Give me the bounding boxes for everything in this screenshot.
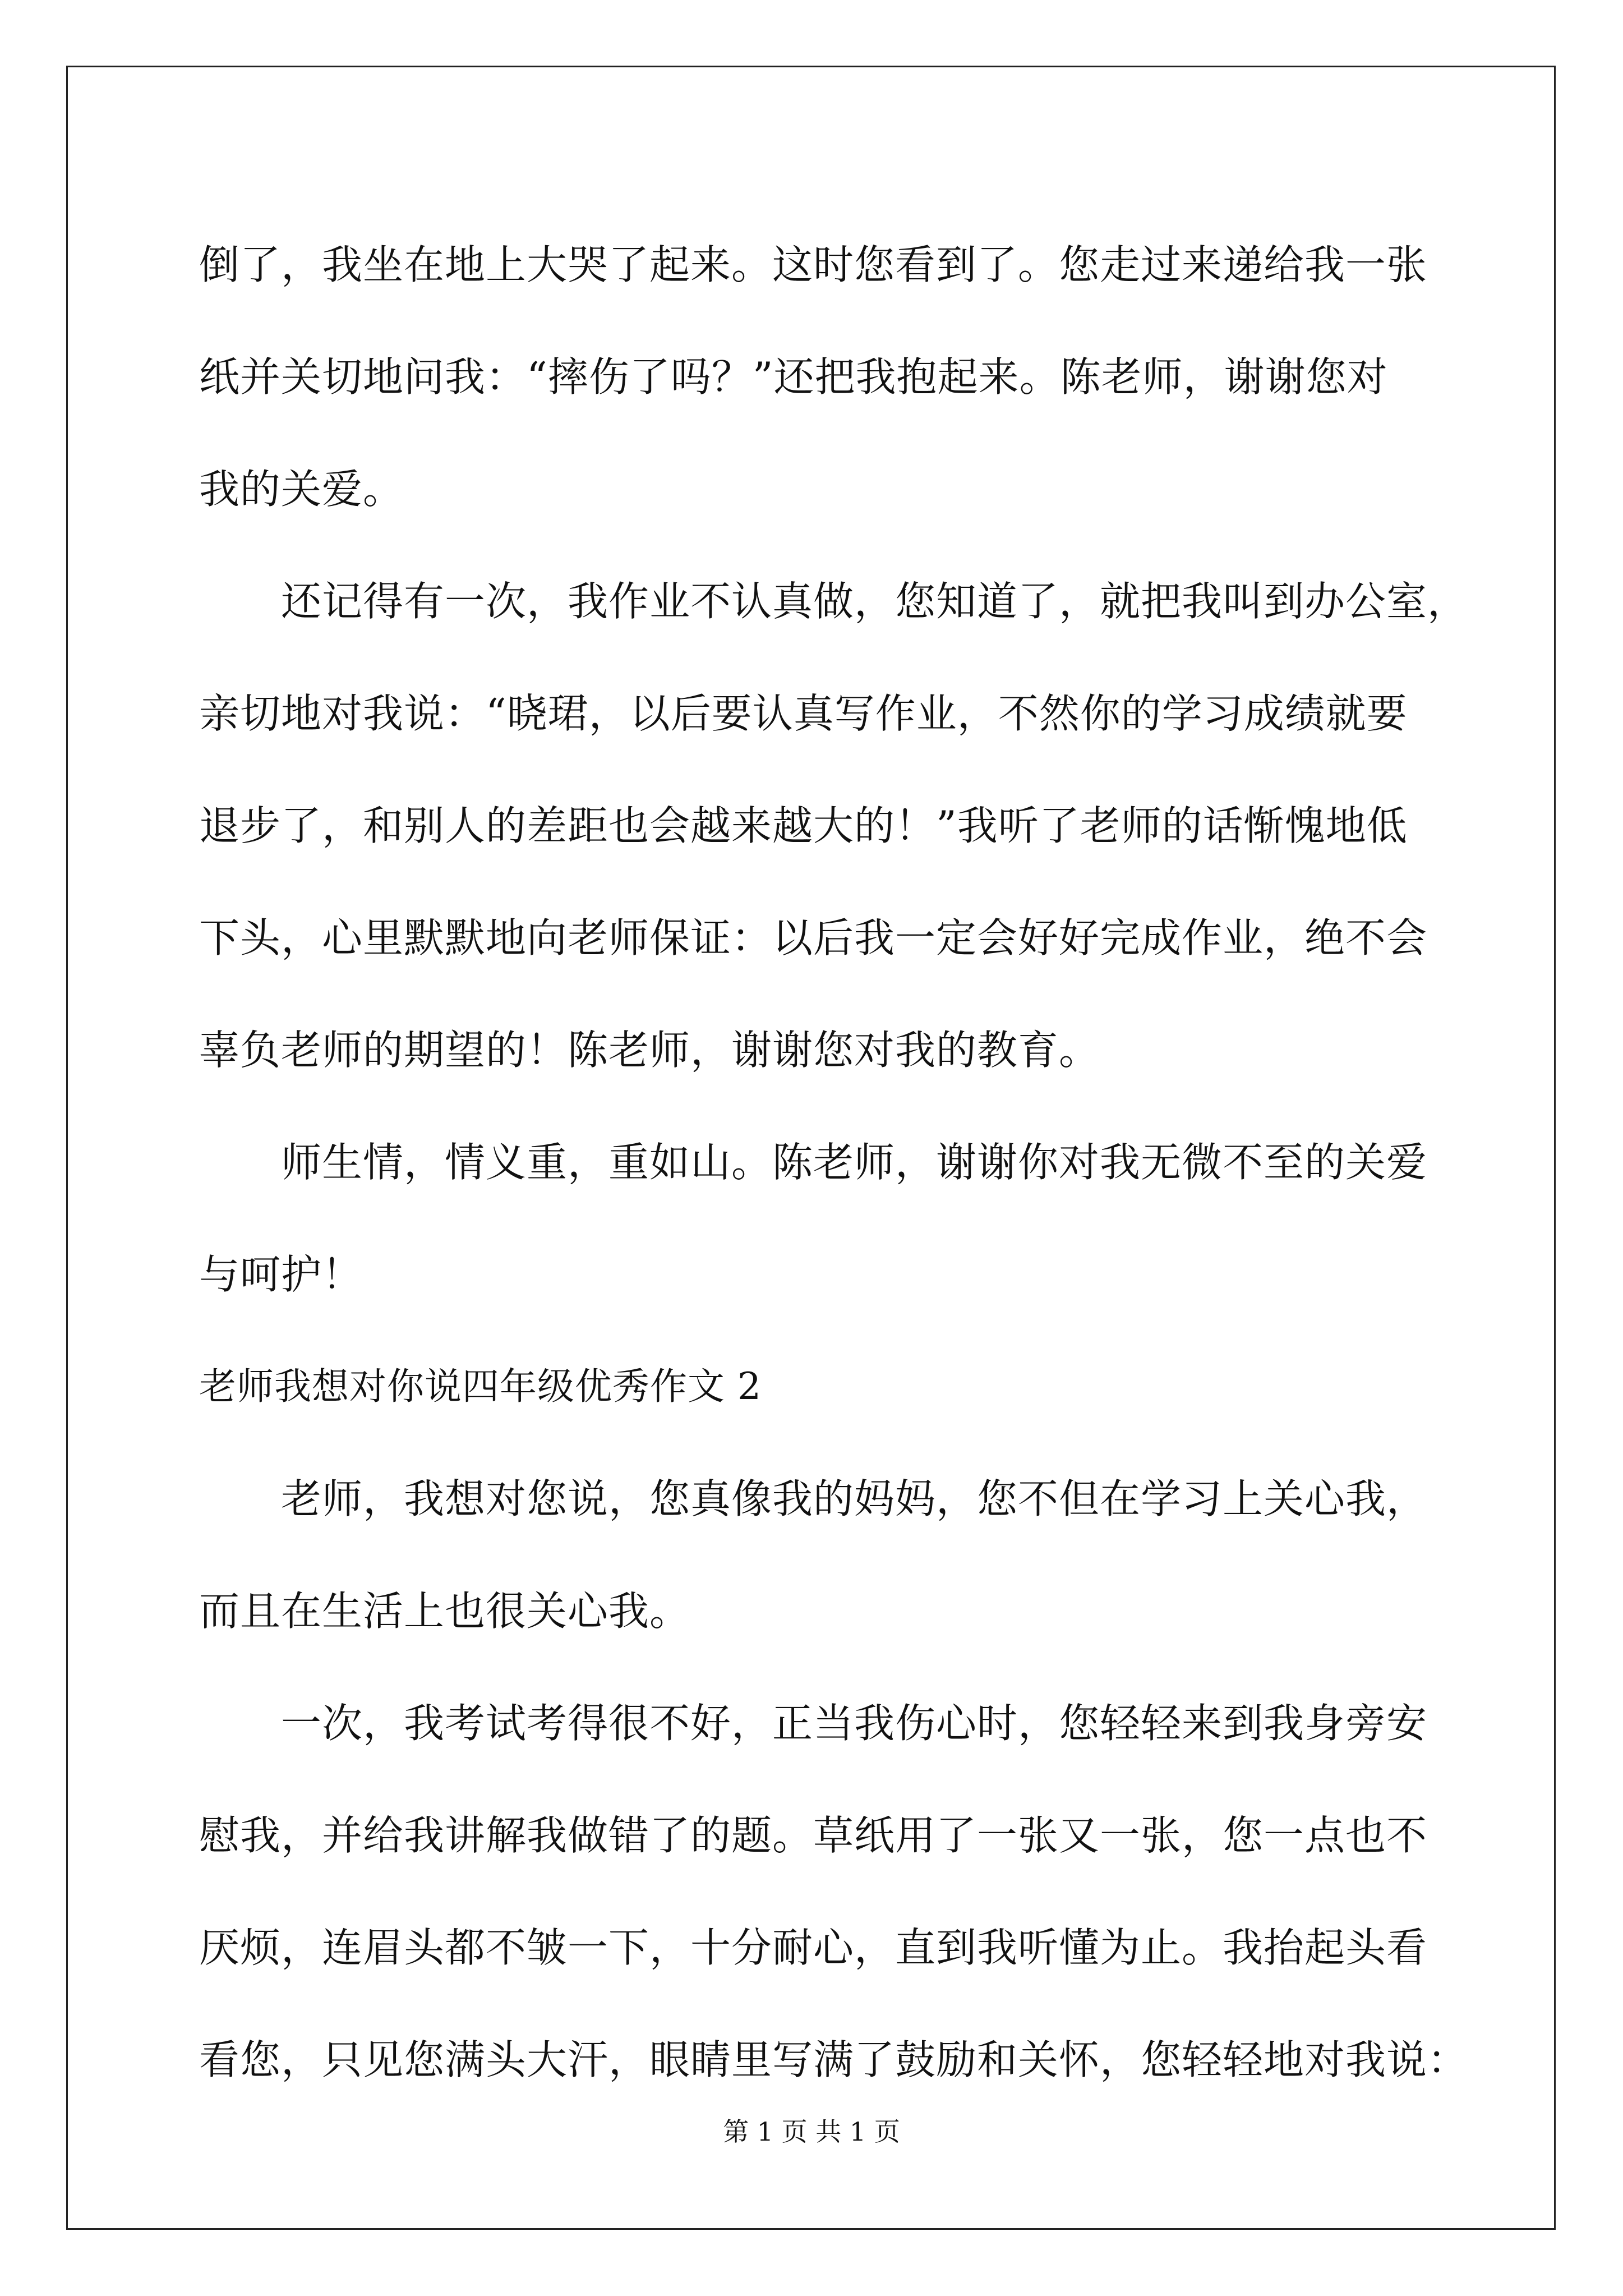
body-line: 厌烦，连眉头都不皱一下，十分耐心，直到我听懂为止。我抬起头看 xyxy=(199,1924,1428,1971)
section-heading: 老师我想对你说四年级优秀作文 2 xyxy=(199,1365,762,1408)
paragraph-start-line: 师生情，情义重，重如山。陈老师，谢谢你对我无微不至的关爱 xyxy=(281,1139,1428,1186)
body-line: 与呵护！ xyxy=(199,1251,363,1298)
body-line: 亲切地对我说：“晓珺，以后要认真写作业，不然你的学习成绩就要 xyxy=(199,690,1408,737)
body-line: 慰我，并给我讲解我做错了的题。草纸用了一张又一张，您一点也不 xyxy=(199,1812,1428,1859)
body-line: 退步了，和别人的差距也会越来越大的！”我听了老师的话惭愧地低 xyxy=(199,802,1408,849)
body-line: 倒了，我坐在地上大哭了起来。这时您看到了。您走过来递给我一张 xyxy=(199,241,1428,288)
body-line: 而且在生活上也很关心我。 xyxy=(199,1588,691,1635)
body-line: 纸并关切地问我：“摔伤了吗？”还把我抱起来。陈老师，谢谢您对 xyxy=(199,353,1388,401)
paragraph-start-line: 还记得有一次，我作业不认真做，您知道了，就把我叫到办公室， xyxy=(281,578,1469,625)
document-body xyxy=(199,209,1469,2116)
paragraph-start-line: 一次，我考试考得很不好，正当我伤心时，您轻轻来到我身旁安 xyxy=(281,1700,1428,1747)
body-line: 下头，心里默默地向老师保证：以后我一定会好好完成作业，绝不会 xyxy=(199,914,1428,961)
paragraph-start-line: 老师，我想对您说，您真像我的妈妈，您不但在学习上关心我， xyxy=(281,1475,1428,1522)
page-number-footer: 第 1 页 共 1 页 xyxy=(723,2116,900,2147)
body-line: 看您，只见您满头大汗，眼睛里写满了鼓励和关怀，您轻轻地对我说： xyxy=(199,2036,1469,2083)
body-line: 我的关爱。 xyxy=(199,466,404,513)
body-line: 辜负老师的期望的！陈老师，谢谢您对我的教育。 xyxy=(199,1027,1100,1074)
